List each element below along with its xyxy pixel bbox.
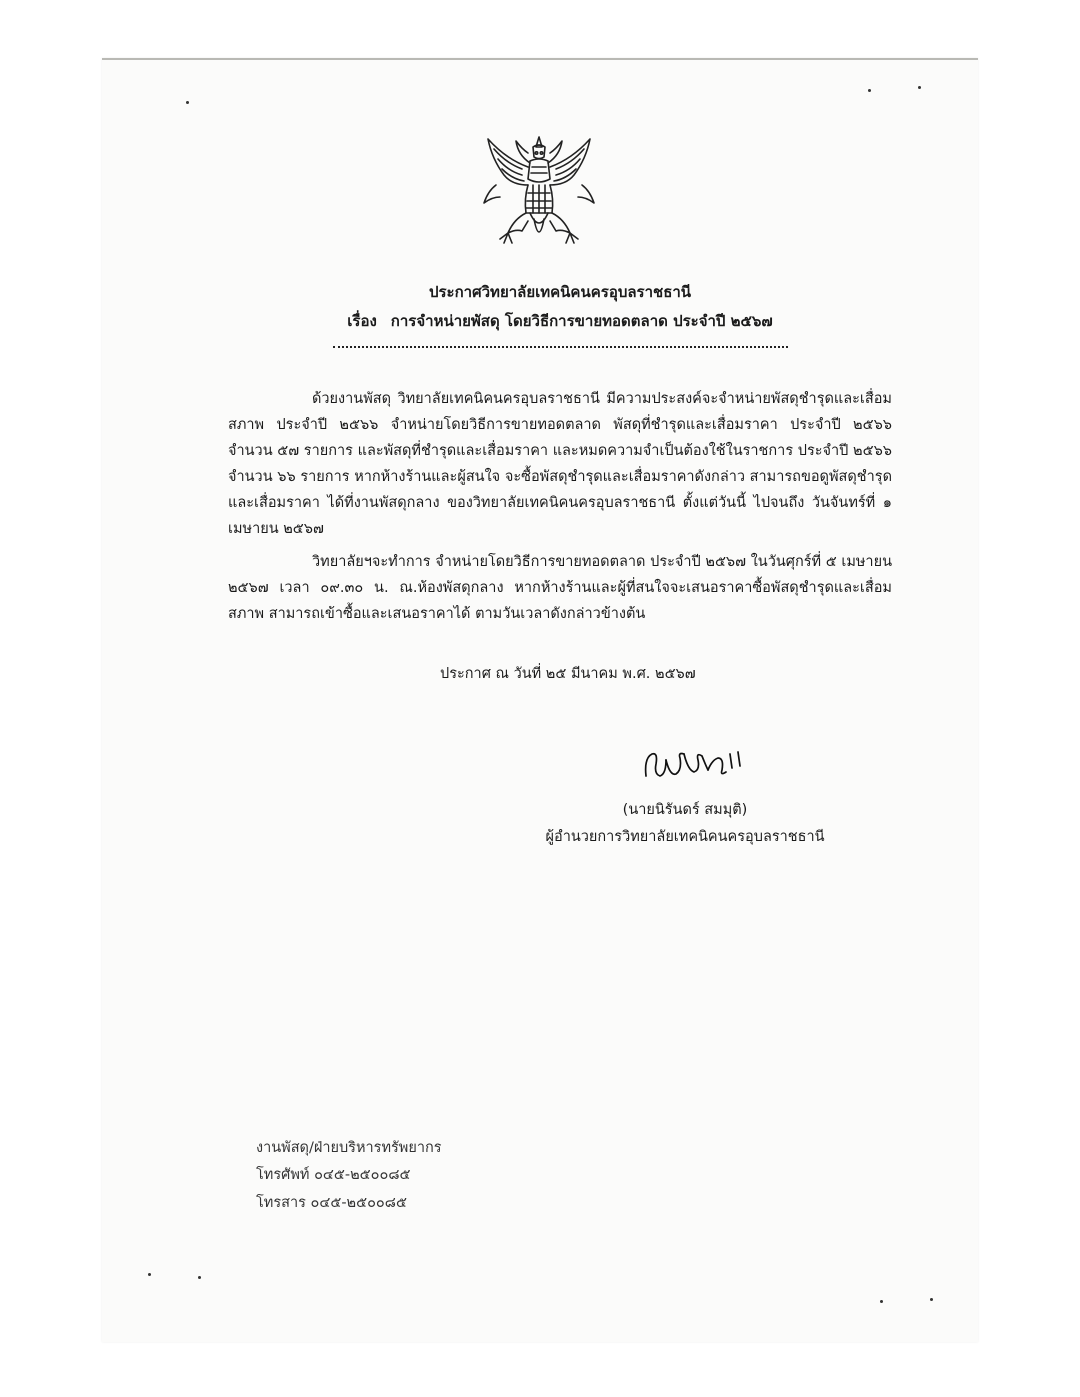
scan-speck	[918, 86, 921, 89]
handwritten-signature	[640, 740, 760, 790]
body-paragraph-2	[228, 549, 892, 627]
body-paragraph-1	[228, 386, 892, 542]
contact-department: งานพัสดุ/ฝ่ายบริหารทรัพยากร	[256, 1140, 442, 1156]
scan-speck	[868, 89, 871, 92]
garuda-emblem-icon	[478, 133, 600, 253]
scan-speck	[930, 1298, 933, 1301]
document-title: ประกาศวิทยาลัยเทคนิคนครอุบลราชธานี	[428, 283, 692, 301]
scan-speck	[186, 101, 189, 104]
scan-speck	[198, 1276, 201, 1279]
scan-speck	[148, 1273, 151, 1276]
subject-text: การจำหน่ายพัสดุ โดยวิธีการขายทอดตลาด ประจำปี ๒๕๖๗	[390, 312, 773, 330]
signer-name: (นายนิรันดร์ สมมุติ)	[622, 802, 748, 818]
paragraph-2-text: วิทยาลัยฯจะทำการ จำหน่ายโดยวิธีการขายทอดตลาด ประจำปี ๒๕๖๗ ในวันศุกร์ที่ ๕ เมษายน ๒๕๖๗ เวลา ๐๙.๓๐ น. ณ.ห้องพัสดุกลาง หากห้างร้านและผู้ที่สนใจจะเสนอราคาซื้อพัสดุชำรุดและเสื่อมสภาพ สามารถเข้าซื้อและเสนอราคาได้ ตามวันเวลาดังกล่าวข้างต้น	[228, 554, 892, 622]
document-subject	[230, 311, 890, 331]
contact-fax: โทรสาร ๐๔๕-๒๕๐๐๘๕	[256, 1195, 407, 1211]
subject-label: เรื่อง	[347, 312, 377, 330]
heading-divider	[333, 346, 788, 348]
scan-speck	[880, 1300, 883, 1303]
announcement-date: ประกาศ ณ วันที่ ๒๕ มีนาคม พ.ศ. ๒๕๖๗	[440, 666, 696, 682]
signer-position: ผู้อำนวยการวิทยาลัยเทคนิคนครอุบลราชธานี	[545, 829, 825, 845]
paragraph-1-text: ด้วยงานพัสดุ วิทยาลัยเทคนิคนครอุบลราชธานี มีความประสงค์จะจำหน่ายพัสดุชำรุดและเสื่อมสภาพ ประจำปี ๒๕๖๖ จำหน่ายโดยวิธีการขายทอดตลาด พัสดุที่ชำรุดและเสื่อมราคา ประจำปี ๒๕๖๖ จำนวน ๕๗ รายการ และพัสดุที่ชำรุดและเสื่อมราคา และหมดความจำเป็นต้องใช้ในราชการ ประจำปี ๒๕๖๖ จำนวน ๖๖ รายการ หากห้างร้านและผู้สนใจ จะซื้อพัสดุชำรุดและเสื่อมราคาดังกล่าว สามารถขอดูพัสดุชำรุดและเสื่อมราคา ได้ที่งานพัสดุกลาง ของวิทยาลัยเทคนิคนครอุบลราชธานี ตั้งแต่วันนี้ ไปจนถึง วันจันทร์ที่ ๑ เมษายน ๒๕๖๗	[228, 391, 892, 537]
contact-phone: โทรศัพท์ ๐๔๕-๒๕๐๐๘๕	[256, 1167, 411, 1183]
